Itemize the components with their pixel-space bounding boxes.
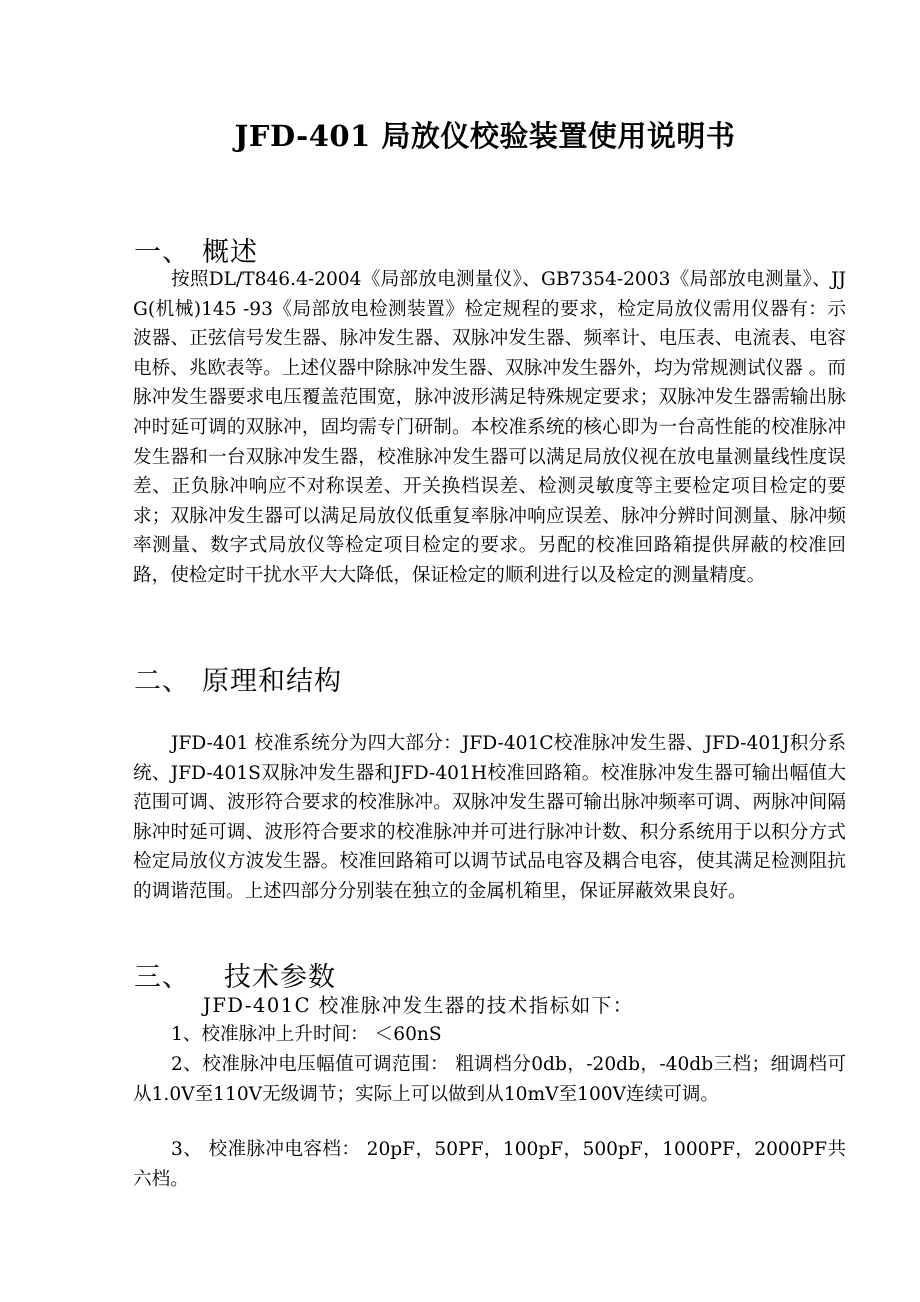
section-title: 技术参数 (224, 962, 336, 993)
section-number: 一、 (134, 237, 190, 268)
section-heading-specs (134, 955, 336, 994)
spec-item: 3、 校准脉冲电容档： 20pF，50PF，100pF，500pF，1000PF，2000PF共六档。 (133, 1139, 846, 1190)
page-title: JFD-401 局放仪校验装置使用说明书 (234, 119, 736, 153)
specs-subheading: JFD-401C 校准脉冲发生器的技术指标如下： (203, 994, 634, 1017)
section-heading-overview (134, 230, 258, 269)
spec-item: 2、校准脉冲电压幅值可调范围： 粗调档分0db，-20db，-40db三档；细调档可从1.0V至110V无级调节；实际上可以做到从10mV至100V连续可调。 (133, 1054, 846, 1105)
section-heading-principle (134, 659, 342, 698)
principle-paragraph: JFD-401 校准系统分为四大部分：JFD-401C校准脉冲发生器、JFD-401J积分系统、JFD-401S双脉冲发生器和JFD-401H校准回路箱。校准脉冲发生器可输出幅值大范围可调、波形符合要求的校准脉冲。双脉冲发生器可输出脉冲频率可调、两脉冲间隔脉冲时延可调、波形符合要求的校准脉冲并可进行脉冲计数、积分系统用于以积分方式检定局放仪方波发生器。校准回路箱可以调节试品电容及耦合电容，使其满足检测阻抗的调谐范围。上述四部分分别装在独立的金属机箱里，保证屏蔽效果良好。 (133, 733, 846, 902)
overview-paragraph: 按照DL/T846.4-2004《局部放电测量仪》、GB7354-2003《局部放电测量》、JJG(机械)145 -93《局部放电检测装置》检定规程的要求，检定局放仪需用仪器有：示波器、正弦信号发生器、脉冲发生器、双脉冲发生器、频率计、电压表、电流表、电容电桥、兆欧表等。上述仪器中除脉冲发生器、双脉冲发生器外，均为常规测试仪器 。而脉冲发生器要求电压覆盖范围宽，脉冲波形满足特殊规定要求；双脉冲发生器需输出脉冲时延可调的双脉冲，固均需专门研制。本校准系统的核心即为一台高性能的校准脉冲发生器和一台双脉冲发生器，校准脉冲发生器可以满足局放仪视在放电量测量线性度误差、正负脉冲响应不对称误差、开关换档误差、检测灵敏度等主要检定项目检定的要求；双脉冲发生器可以满足局放仪低重复率脉冲响应误差、脉冲分辨时间测量、脉冲频率测量、数字式局放仪等检定项目检定的要求。另配的校准回路箱提供屏蔽的校准回路，使检定时干扰水平大大降低，保证检定的顺利进行以及检定的测量精度。 (133, 269, 846, 586)
spec-item: 1、校准脉冲上升时间： ＜60nS (171, 1024, 442, 1045)
section-number: 三、 (134, 962, 190, 993)
section-number: 二、 (134, 666, 190, 697)
section-title: 原理和结构 (202, 666, 342, 697)
section-title: 概述 (202, 237, 258, 268)
